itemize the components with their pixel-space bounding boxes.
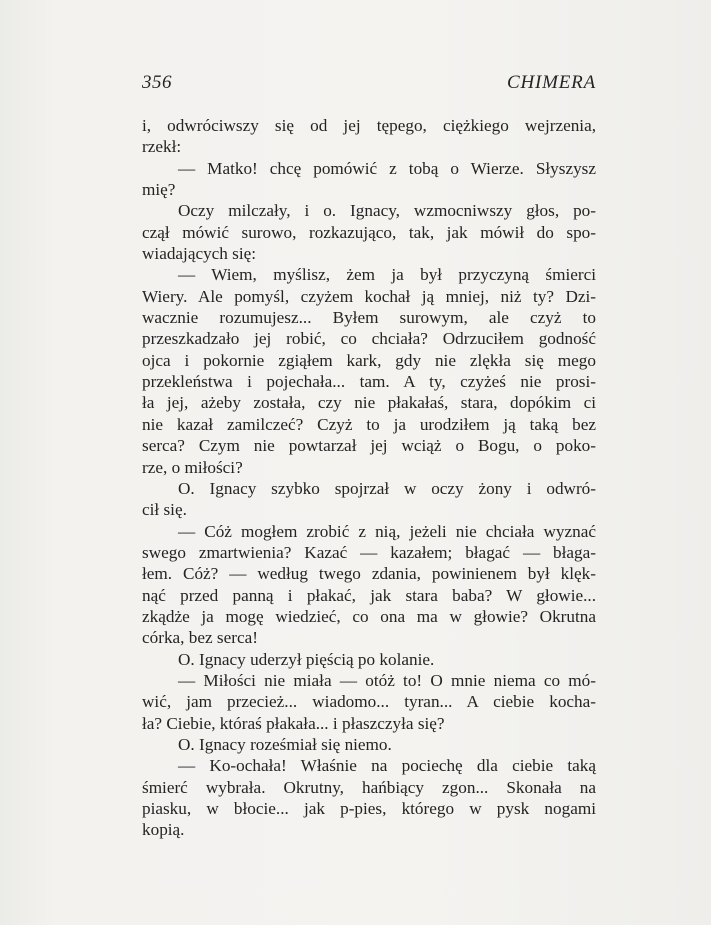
- text-line: ojca i pokornie zgiąłem kark, gdy nie zlękła się mego: [142, 350, 596, 370]
- text-line: O. Ignacy szybko spojrzał w oczy żony i odwró-: [178, 478, 596, 498]
- text-line: nie kazał zamilczeć? Czyż to ja urodziłem ją taką bez: [142, 414, 596, 434]
- text-line: przeszkadzało jej robić, co chciała? Odrzuciłem godność: [142, 329, 596, 349]
- text-line: cił się.: [142, 500, 187, 520]
- text-line: wić, jam przecież... wiadomo... tyran... A ciebie kocha-: [142, 692, 596, 712]
- page-number: 356: [142, 72, 172, 93]
- text-line: O. Ignacy roześmiał się niemo.: [178, 734, 392, 754]
- text-line: córka, bez serca!: [142, 628, 258, 648]
- body-text: [142, 115, 596, 841]
- text-line: ła jej, ażeby została, czy nie płakałaś, stara, dopókim ci: [142, 393, 596, 413]
- text-line: mię?: [142, 180, 176, 200]
- text-line: — Cóż mogłem zrobić z nią, jeżeli nie chciała wyznać: [178, 521, 596, 541]
- text-line: przekleństwa i pojechała... tam. A ty, czyżeś nie prosi-: [142, 372, 596, 392]
- text-line: śmierć wybrała. Okrutny, hańbiący zgon... Skonała na: [142, 777, 596, 797]
- text-line: swego zmartwienia? Kazać — kazałem; błagać — błaga-: [142, 542, 596, 562]
- text-line: ła? Ciebie, któraś płakała... i płaszczyła się?: [142, 713, 445, 733]
- text-line: piasku, w błocie... jak p-pies, którego w pysk nogami: [142, 799, 596, 818]
- running-title: CHIMERA: [507, 72, 596, 93]
- text-line: rze, o miłości?: [142, 457, 243, 477]
- text-line: — Matko! chcę pomówić z tobą o Wierze. Słyszysz: [178, 158, 596, 178]
- text-line: Oczy milczały, i o. Ignacy, wzmocniwszy głos, po-: [178, 201, 596, 221]
- text-line: czął mówić surowo, rozkazująco, tak, jak mówił do spo-: [142, 222, 596, 242]
- text-line: kopią.: [142, 820, 185, 840]
- text-line: nąć przed panną i płakać, jak stara baba? W głowie...: [142, 585, 596, 605]
- text-line: — Wiem, myślisz, żem ja był przyczyną śmierci: [178, 265, 596, 285]
- text-line: i, odwróciwszy się od jej tępego, ciężkiego wejrzenia,: [142, 116, 596, 135]
- text-line: rzekł:: [142, 137, 182, 157]
- text-line: — Miłości nie miała — otóż to! O mnie niema co mó-: [178, 670, 596, 690]
- text-line: serca? Czym nie powtarzał jej wciąż o Bogu, o poko-: [142, 436, 596, 456]
- text-line: zkądże ja mogę wiedzieć, co ona ma w głowie? Okrutna: [142, 606, 596, 626]
- text-line: — Ko-ochała! Właśnie na pociechę dla ciebie taką: [178, 756, 596, 776]
- text-line: łem. Cóż? — według twego zdania, powinienem był klęk-: [142, 564, 596, 584]
- running-head: [142, 72, 596, 98]
- text-line: Wiery. Ale pomyśl, czyżem kochał ją mniej, niż ty? Dzi-: [142, 286, 596, 306]
- text-line: O. Ignacy uderzył pięścią po kolanie.: [178, 649, 435, 669]
- text-line: wacznie rozumujesz... Byłem surowym, ale czyż to: [142, 308, 596, 328]
- text-line: wiadających się:: [142, 244, 257, 264]
